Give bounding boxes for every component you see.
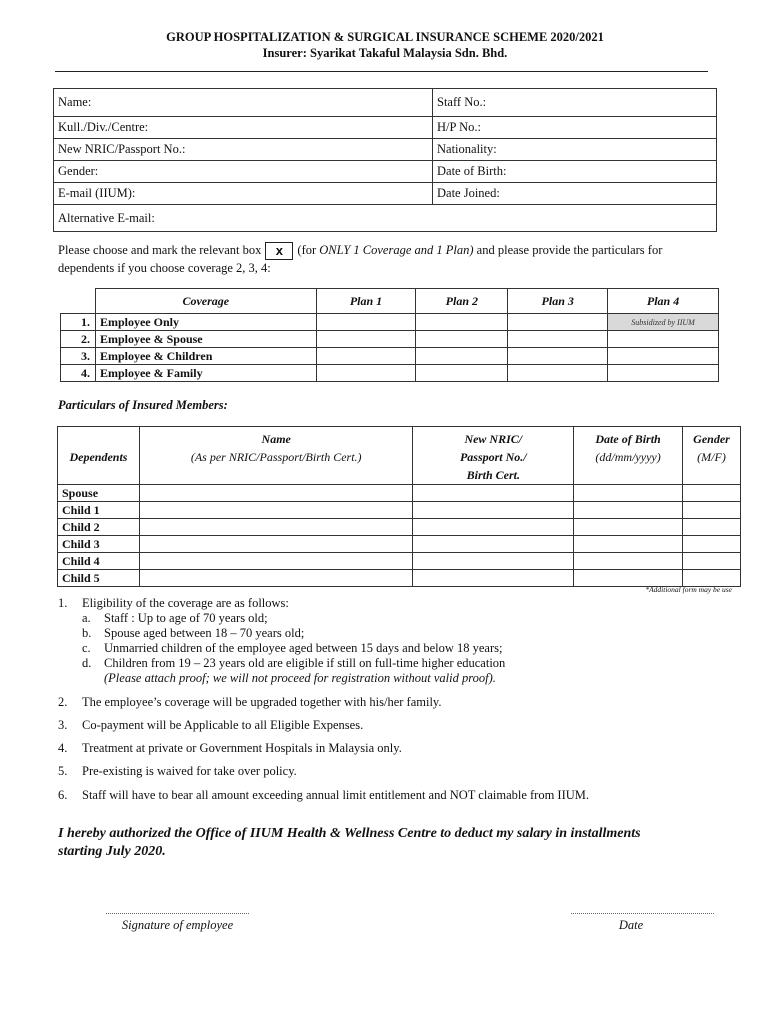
plan-checkbox[interactable] (316, 365, 416, 382)
member-gender-cell[interactable] (683, 570, 741, 587)
insurer-line: Insurer: Syarikat Takaful Malaysia Sdn. Bhd. (262, 46, 508, 60)
member-row: Spouse (58, 485, 741, 502)
member-nric-cell[interactable] (413, 485, 574, 502)
member-name-cell[interactable] (139, 485, 413, 502)
plan-checkbox[interactable] (416, 331, 508, 348)
rule-item: 3. Co-payment will be Applicable to all Eligible Expenses. (58, 718, 364, 732)
member-dob-cell[interactable] (574, 519, 683, 536)
members-table (57, 426, 741, 587)
plan-checkbox[interactable] (316, 314, 416, 331)
plan-checkbox[interactable] (508, 314, 608, 331)
rule-item: 2. The employee’s coverage will be upgraded together with his/her family. (58, 695, 442, 709)
member-row: Child 3 (58, 536, 741, 553)
instruction-text: Please choose and mark the relevant box x (for ONLY 1 Coverage and 1 Plan) and please provide the particulars for dependents if you choose coverage 2, 3, 4: (58, 243, 663, 276)
member-nric-cell[interactable] (413, 570, 574, 587)
department-field[interactable]: Kull./Div./Centre: (54, 117, 433, 139)
coverage-table (60, 288, 719, 382)
plan4-header: Plan 4 (608, 289, 719, 314)
member-gender-cell[interactable] (683, 536, 741, 553)
rule-item: 5. Pre-existing is waived for take over policy. (58, 764, 297, 778)
gender-field[interactable]: Gender: (54, 161, 433, 183)
member-nric-cell[interactable] (413, 502, 574, 519)
nric-field[interactable]: New NRIC/Passport No.: (54, 139, 433, 161)
member-dob-cell[interactable] (574, 485, 683, 502)
email-field[interactable]: E-mail (IIUM): (54, 183, 433, 205)
rule-subitem: b. Spouse aged between 18 – 70 years old; (82, 626, 305, 640)
name-header: Name (As per NRIC/Passport/Birth Cert.) (139, 427, 413, 485)
header-divider (55, 71, 708, 72)
sample-checkbox: x (265, 242, 293, 260)
member-gender-cell[interactable] (683, 519, 741, 536)
dependents-header: Dependents (58, 427, 140, 485)
employee-signature-label: Signature of employee (121, 918, 234, 932)
alt-email-field[interactable]: Alternative E-mail: (54, 205, 717, 232)
plan-checkbox[interactable] (508, 331, 608, 348)
member-gender-cell[interactable] (683, 502, 741, 519)
member-dob-cell[interactable] (574, 502, 683, 519)
plan1-header: Plan 1 (316, 289, 416, 314)
plan-checkbox[interactable] (608, 331, 719, 348)
employee-signature-line[interactable] (106, 913, 249, 914)
staff-no-field[interactable]: Staff No.: (433, 89, 717, 117)
rule-item: 4. Treatment at private or Government Hospitals in Malaysia only. (58, 741, 402, 755)
member-row: Child 2 (58, 519, 741, 536)
member-nric-cell[interactable] (413, 536, 574, 553)
plan-checkbox[interactable] (316, 331, 416, 348)
member-row: Child 5 (58, 570, 741, 587)
additional-form-note: *Additional form may be use (645, 585, 732, 594)
member-dob-cell[interactable] (574, 570, 683, 587)
plan-checkbox[interactable] (608, 348, 719, 365)
rule-subitem: a. Staff : Up to age of 70 years old; (82, 611, 268, 625)
subsidized-note: Subsidized by IIUM (608, 314, 719, 331)
plan-checkbox[interactable] (416, 348, 508, 365)
member-nric-cell[interactable] (413, 519, 574, 536)
dob-field[interactable]: Date of Birth: (433, 161, 717, 183)
authorization-statement: I hereby authorized the Office of IIUM Health & Wellness Centre to deduct my salary in installments starting July 2020. (58, 826, 641, 859)
member-name-cell[interactable] (139, 570, 413, 587)
member-dob-cell[interactable] (574, 553, 683, 570)
dob-header: Date of Birth (dd/mm/yyyy) (574, 427, 683, 485)
member-gender-cell[interactable] (683, 485, 741, 502)
nationality-field[interactable]: Nationality: (433, 139, 717, 161)
coverage-row: 1. Employee Only Subsidized by IIUM (61, 314, 719, 331)
plan-checkbox[interactable] (608, 365, 719, 382)
member-name-cell[interactable] (139, 536, 413, 553)
plan3-header: Plan 3 (508, 289, 608, 314)
employee-info-table (53, 88, 717, 232)
coverage-row: 2. Employee & Spouse (61, 331, 719, 348)
date-signature-line[interactable] (571, 913, 714, 914)
coverage-header: Coverage (95, 289, 316, 314)
plan-checkbox[interactable] (316, 348, 416, 365)
member-name-cell[interactable] (139, 553, 413, 570)
member-row: Child 1 (58, 502, 741, 519)
plan-checkbox[interactable] (416, 365, 508, 382)
name-field[interactable]: Name: (54, 89, 433, 117)
coverage-row: 4. Employee & Family (61, 365, 719, 382)
date-label: Date (618, 918, 644, 932)
plan-checkbox[interactable] (508, 348, 608, 365)
members-heading: Particulars of Insured Members: (58, 398, 228, 412)
member-nric-cell[interactable] (413, 553, 574, 570)
hp-no-field[interactable]: H/P No.: (433, 117, 717, 139)
rule-subitem: c. Unmarried children of the employee aged between 15 days and below 18 years; (82, 641, 503, 655)
date-joined-field[interactable]: Date Joined: (433, 183, 717, 205)
member-name-cell[interactable] (139, 519, 413, 536)
plan-checkbox[interactable] (416, 314, 508, 331)
member-dob-cell[interactable] (574, 536, 683, 553)
member-row: Child 4 (58, 553, 741, 570)
plan2-header: Plan 2 (416, 289, 508, 314)
plan-checkbox[interactable] (508, 365, 608, 382)
coverage-row: 3. Employee & Children (61, 348, 719, 365)
rule-item: 6. Staff will have to bear all amount exceeding annual limit entitlement and NOT claimable from IIUM. (58, 788, 590, 802)
rule-subitem: d. Children from 19 – 23 years old are eligible if still on full-time higher education (82, 656, 506, 670)
member-name-cell[interactable] (139, 502, 413, 519)
rule-item: 1. Eligibility of the coverage are as follows: (58, 596, 289, 610)
proof-note: (Please attach proof; we will not proceed for registration without valid proof). (104, 671, 496, 685)
member-gender-cell[interactable] (683, 553, 741, 570)
nric-header: New NRIC/ Passport No./ Birth Cert. (413, 427, 574, 485)
form-title: GROUP HOSPITALIZATION & SURGICAL INSURANCE SCHEME 2020/2021 (166, 30, 604, 44)
gender-header: Gender (M/F) (683, 427, 741, 485)
